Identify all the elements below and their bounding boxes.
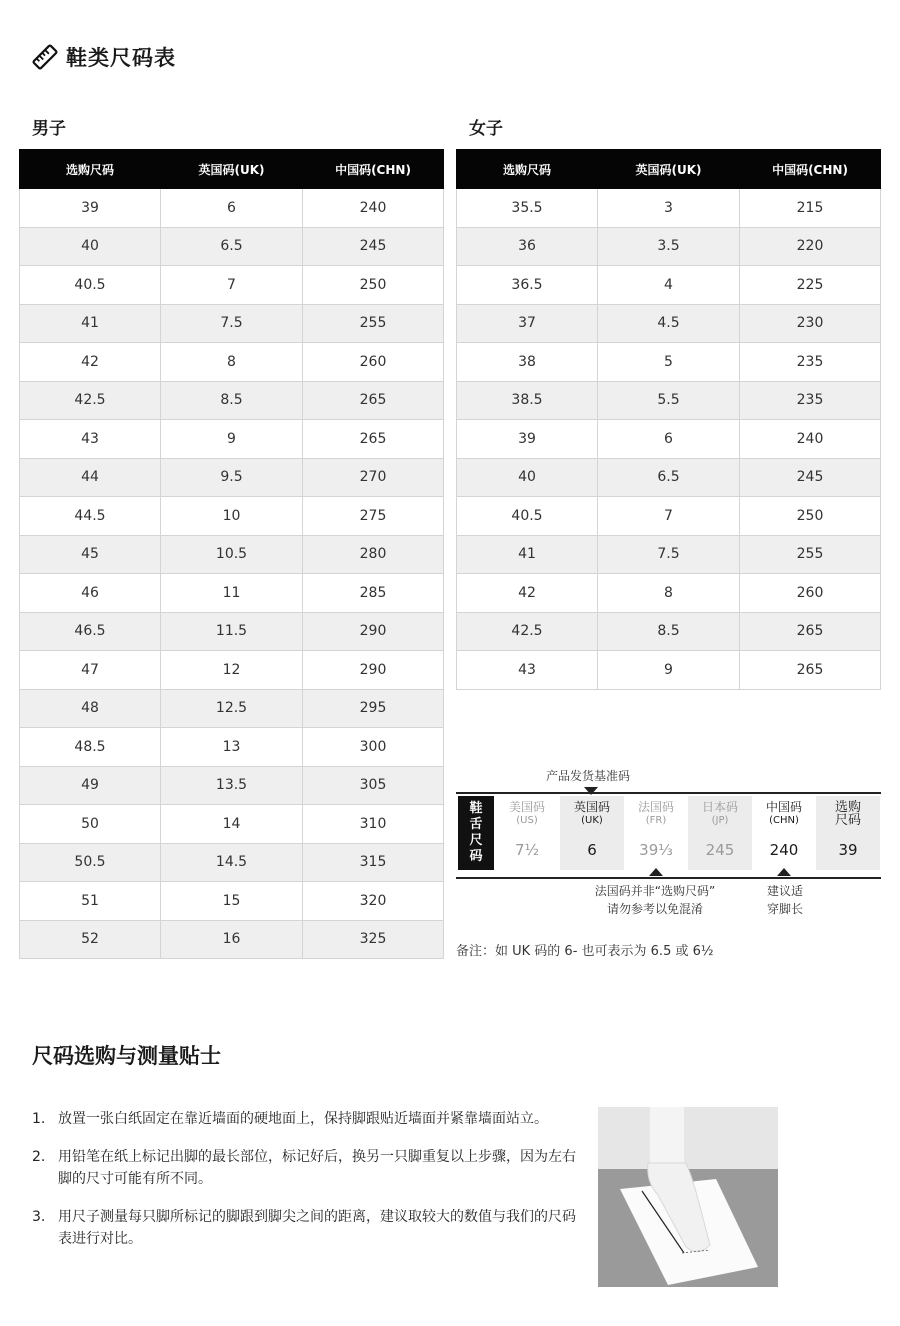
table-row [20,920,444,959]
table-row [457,227,881,266]
table-cell: 40.5 [457,497,598,536]
table-cell: 3.5 [598,227,740,266]
table-row [20,343,444,382]
table-cell: 280 [303,535,444,574]
table-cell: 6.5 [598,458,740,497]
col-label: 日本码 [701,800,738,814]
table-cell: 44 [20,458,161,497]
table-cell: 260 [740,574,881,613]
list-number: 3. [32,1209,46,1225]
table-cell: 215 [740,189,881,228]
table-row [20,535,444,574]
col-sublabel: 尺码 [834,813,861,828]
table-cell: 275 [303,497,444,536]
fr-size-note [580,882,730,918]
table-cell: 46.5 [20,612,161,651]
col-sublabel: (UK) [581,815,603,826]
table-cell: 14.5 [161,843,303,882]
table-cell: 47 [20,651,161,690]
table-cell: 39 [457,420,598,459]
table-cell: 9 [598,651,740,690]
table-cell: 6 [161,189,303,228]
table-cell: 6 [598,420,740,459]
table-cell: 325 [303,920,444,959]
table-cell: 49 [20,766,161,805]
tongue-tag-char: 尺 [469,833,483,848]
women-size-table [456,149,881,690]
table-cell: 40 [457,458,598,497]
table-cell: 255 [303,304,444,343]
col-label: 法国码 [637,800,674,814]
header-purchase-size: 选购尺码 [457,150,598,189]
col-sublabel: (CHN) [769,815,799,826]
header-uk-size: 英国码(UK) [161,150,303,189]
table-row [457,381,881,420]
list-item [32,1206,577,1250]
table-cell: 40.5 [20,266,161,305]
table-cell: 11 [161,574,303,613]
header-uk-size: 英国码(UK) [598,150,740,189]
table-cell: 41 [457,535,598,574]
table-cell: 48 [20,689,161,728]
table-cell: 320 [303,882,444,921]
table-row [20,304,444,343]
header-chn-size: 中国码(CHN) [740,150,881,189]
table-cell: 265 [303,381,444,420]
up-arrow-icon [649,868,663,876]
table-cell: 4.5 [598,304,740,343]
table-row [20,882,444,921]
table-cell: 37 [457,304,598,343]
table-row [457,574,881,613]
table-row [20,651,444,690]
table-row [20,805,444,844]
col-value: 39⅓ [639,841,673,859]
col-value: 245 [705,841,735,859]
col-value: 7½ [514,841,540,859]
table-row [20,420,444,459]
men-size-table [19,149,444,959]
col-label: 美国码 [508,800,545,814]
conversion-col-purchase [816,796,880,870]
col-value: 240 [769,841,799,859]
table-cell: 44.5 [20,497,161,536]
men-label: 男子 [32,119,66,139]
table-cell: 10 [161,497,303,536]
table-cell: 46 [20,574,161,613]
table-row [457,497,881,536]
tongue-size-tag [458,796,494,870]
table-cell: 12 [161,651,303,690]
table-cell: 295 [303,689,444,728]
table-row [20,766,444,805]
table-header-row [20,150,444,189]
list-number: 1. [32,1111,46,1127]
table-row [20,497,444,536]
table-cell: 41 [20,304,161,343]
col-sublabel: (US) [516,815,538,826]
conversion-col-fr [624,796,688,870]
table-cell: 290 [303,651,444,690]
table-cell: 52 [20,920,161,959]
table-cell: 14 [161,805,303,844]
table-row [20,689,444,728]
page-header [32,40,176,74]
table-cell: 43 [20,420,161,459]
table-row [20,458,444,497]
table-cell: 240 [303,189,444,228]
list-number: 2. [32,1149,46,1165]
table-cell: 290 [303,612,444,651]
size-remark: 备注：如 UK 码的 6- 也可表示为 6.5 或 6½ [456,944,714,959]
table-cell: 50.5 [20,843,161,882]
col-label: 英国码 [573,800,610,814]
table-row [20,381,444,420]
table-cell: 8 [161,343,303,382]
table-row [457,420,881,459]
table-cell: 225 [740,266,881,305]
note-line: 请勿参考以免混淆 [606,902,703,916]
table-row [457,651,881,690]
table-cell: 5 [598,343,740,382]
table-cell: 36.5 [457,266,598,305]
table-cell: 315 [303,843,444,882]
table-cell: 35.5 [457,189,598,228]
table-row [20,574,444,613]
table-cell: 7 [598,497,740,536]
conversion-col-chn [752,796,816,870]
table-row [20,227,444,266]
table-row [20,266,444,305]
table-cell: 16 [161,920,303,959]
table-cell: 9 [161,420,303,459]
table-cell: 245 [740,458,881,497]
table-cell: 245 [303,227,444,266]
table-row [20,728,444,767]
table-cell: 250 [740,497,881,536]
table-cell: 15 [161,882,303,921]
women-label: 女子 [469,119,503,139]
table-cell: 42 [457,574,598,613]
foot-measurement-photo [598,1107,778,1287]
table-row [457,304,881,343]
table-cell: 38 [457,343,598,382]
conversion-col-jp [688,796,752,870]
divider [456,792,881,794]
table-cell: 6.5 [161,227,303,266]
tongue-tag-char: 鞋 [469,801,483,816]
table-header-row [457,150,881,189]
note-line: 穿脚长 [766,902,803,916]
table-row [457,266,881,305]
header-chn-size: 中国码(CHN) [303,150,444,189]
table-cell: 38.5 [457,381,598,420]
list-item [32,1108,577,1130]
table-cell: 42.5 [457,612,598,651]
divider [456,877,881,879]
table-cell: 43 [457,651,598,690]
table-cell: 7.5 [161,304,303,343]
col-value: 6 [587,841,597,859]
table-cell: 48.5 [20,728,161,767]
table-cell: 7.5 [598,535,740,574]
table-cell: 39 [20,189,161,228]
col-label: 中国码 [765,800,802,814]
table-row [457,535,881,574]
table-cell: 12.5 [161,689,303,728]
tips-list [32,1108,577,1266]
list-text: 放置一张白纸固定在靠近墙面的硬地面上，保持脚跟贴近墙面并紧靠墙面站立。 [58,1111,548,1127]
table-cell: 235 [740,343,881,382]
table-cell: 7 [161,266,303,305]
table-cell: 50 [20,805,161,844]
table-cell: 4 [598,266,740,305]
table-cell: 10.5 [161,535,303,574]
conversion-col-uk [560,796,624,870]
table-cell: 285 [303,574,444,613]
table-cell: 42 [20,343,161,382]
table-cell: 42.5 [20,381,161,420]
table-cell: 45 [20,535,161,574]
col-sublabel: (FR) [645,815,667,826]
table-cell: 9.5 [161,458,303,497]
table-row [457,189,881,228]
list-text: 用铅笔在纸上标记出脚的最长部位，标记好后，换另一只脚重复以上步骤，因为左右脚的尺寸可能有所不同。 [58,1149,576,1187]
table-cell: 3 [598,189,740,228]
ruler-icon [32,44,58,70]
tongue-tag-char: 舌 [469,817,483,832]
table-cell: 265 [740,612,881,651]
table-cell: 250 [303,266,444,305]
table-cell: 5.5 [598,381,740,420]
table-cell: 40 [20,227,161,266]
table-row [457,343,881,382]
list-text: 用尺子测量每只脚所标记的脚跟到脚尖之间的距离，建议取较大的数值与我们的尺码表进行对比。 [58,1209,576,1247]
page-title: 鞋类尺码表 [66,46,176,70]
table-cell: 11.5 [161,612,303,651]
table-cell: 8.5 [161,381,303,420]
table-cell: 305 [303,766,444,805]
table-cell: 240 [740,420,881,459]
note-line: 建议适 [766,884,803,898]
tips-title: 尺码选购与测量贴士 [32,1044,221,1068]
table-cell: 265 [740,651,881,690]
table-cell: 310 [303,805,444,844]
table-cell: 255 [740,535,881,574]
col-value: 39 [838,841,858,859]
table-cell: 230 [740,304,881,343]
table-cell: 13 [161,728,303,767]
note-line: 法国码并非“选购尺码” [594,884,716,898]
col-label: 选购 [834,800,861,815]
table-cell: 8.5 [598,612,740,651]
up-arrow-icon [777,868,791,876]
table-cell: 51 [20,882,161,921]
list-item [32,1146,577,1190]
table-cell: 36 [457,227,598,266]
shipping-size-caption: 产品发货基准码 [546,769,631,783]
tongue-tag-char: 码 [469,849,483,864]
table-row [20,612,444,651]
chn-size-note [755,882,815,918]
conversion-col-us [495,796,559,870]
table-cell: 8 [598,574,740,613]
table-cell: 300 [303,728,444,767]
table-cell: 265 [303,420,444,459]
header-purchase-size: 选购尺码 [20,150,161,189]
table-row [20,189,444,228]
table-row [20,843,444,882]
table-cell: 270 [303,458,444,497]
table-cell: 220 [740,227,881,266]
table-cell: 13.5 [161,766,303,805]
col-sublabel: (JP) [711,815,729,826]
table-cell: 260 [303,343,444,382]
table-row [457,612,881,651]
table-row [457,458,881,497]
table-cell: 235 [740,381,881,420]
